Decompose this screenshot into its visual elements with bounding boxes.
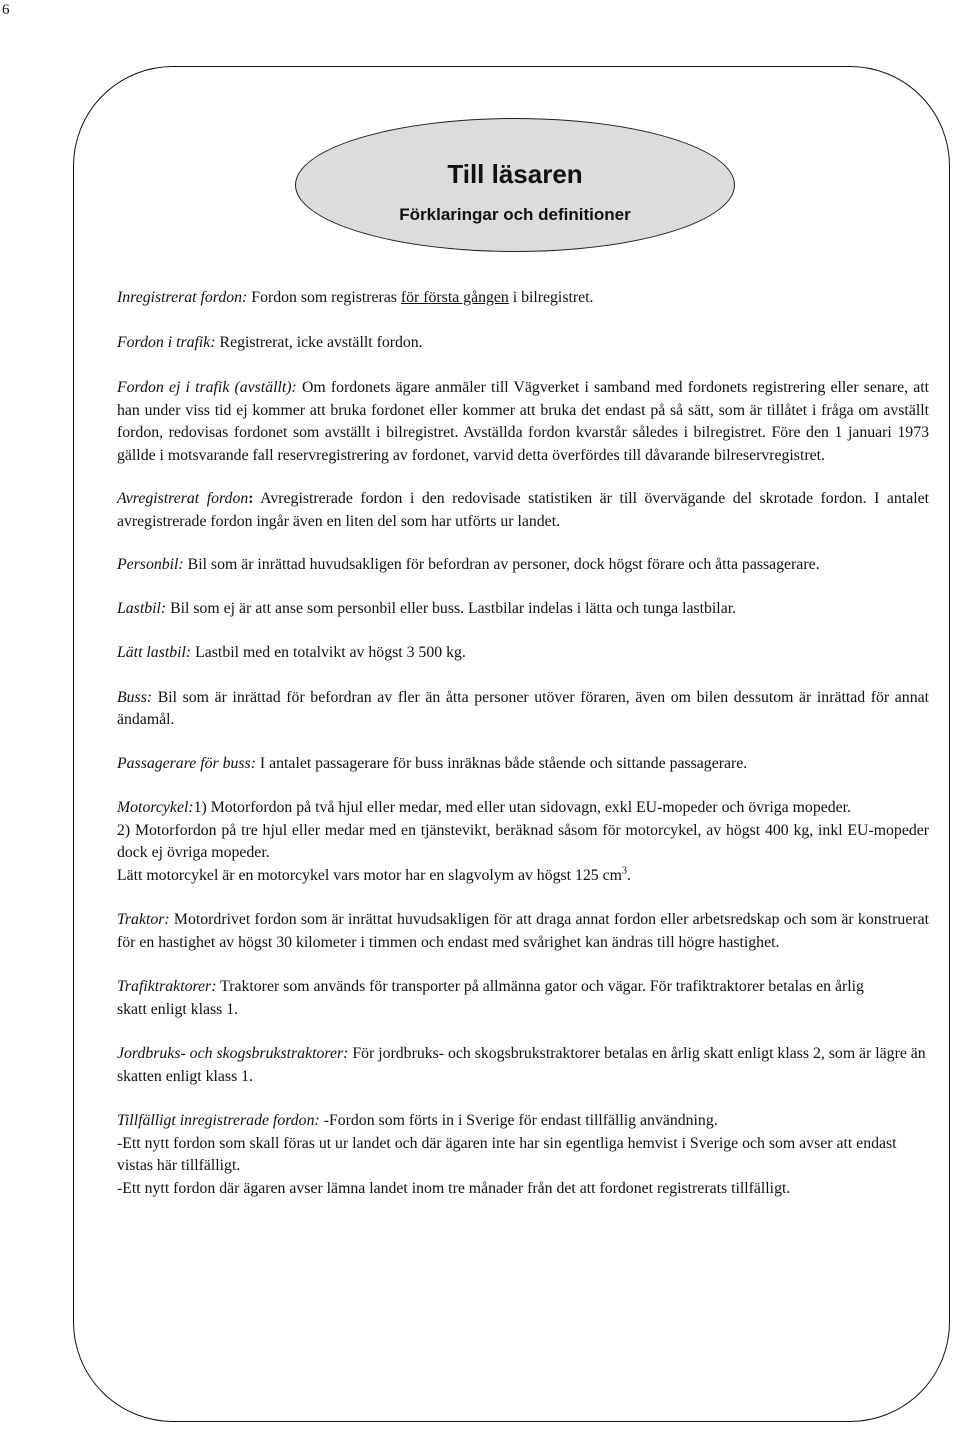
definition-personbil	[117, 554, 929, 577]
motorcykel-point-3	[117, 865, 929, 888]
definition-trafiktraktorer	[117, 976, 897, 1021]
definition-inregistrerat-fordon	[117, 287, 929, 310]
definition-fordon-ej-i-trafik	[117, 377, 929, 467]
definition-text: Bil som är inrättad huvudsakligen för befordran av personer, dock högst förare och åtta passagerare.	[183, 556, 820, 573]
definition-lastbil	[117, 598, 929, 621]
term-label: Fordon ej i trafik (avställt):	[117, 379, 297, 396]
definition-fordon-i-trafik	[117, 332, 929, 355]
definition-text: Avregistrerade fordon i den redovisade statistiken är till övervägande del skrotade fordon. I antalet avregistrerade fordon ingår även en liten del som har utförts ur landet.	[117, 490, 929, 530]
definition-tillfalligt-inregistrerade	[117, 1110, 929, 1200]
definition-traktor	[117, 909, 929, 954]
term-label: Lätt lastbil:	[117, 644, 192, 661]
definition-text: Om fordonets ägare anmäler till Vägverket i samband med fordonets registrering eller senare, att han under viss tid ej kommer att bruka fordonet eller kommer att bruka det endast på så sätt, som är tillåtet i fråga om avställt fordon, redovisas fordonet som avställt i bilregistret. Avställda fordon kvarstår således i bilregistret. Före den 1 januari 1973 gällde i motsvarande fall reservregistrering av fordonet, varvid detta överfördes till dåvarande bilreservregistret.	[117, 379, 929, 464]
page-title: Till läsaren	[447, 159, 583, 189]
definition-text: .	[626, 866, 631, 884]
page-number: 6	[2, 2, 10, 18]
tillfalligt-point-1	[117, 1110, 929, 1133]
definition-text: Registrerat, icke avställt fordon.	[215, 333, 423, 351]
definition-text: Lätt motorcykel är en motorcykel vars motor har en slagvolym av högst 125 cm	[117, 866, 622, 884]
tillfalligt-point-2	[117, 1133, 929, 1178]
definition-jordbrukstraktorer	[117, 1043, 929, 1088]
motorcykel-point-1	[117, 797, 929, 820]
page-subtitle: Förklaringar och definitioner	[399, 205, 631, 224]
underlined-text: för första gången	[400, 289, 509, 306]
motorcykel-point-2	[117, 820, 929, 865]
term-label: Passagerare för buss:	[117, 754, 256, 772]
term-label: Traktor:	[117, 911, 170, 928]
definition-text: Bil som är inrättad för befordran av fler än åtta personer utöver föraren, även om bilen dessutom är inrättad för annat ändamål.	[117, 688, 929, 728]
definition-buss	[117, 687, 929, 732]
term-label: Fordon i trafik:	[117, 333, 216, 351]
definition-text: 1) Motorfordon på två hjul eller medar, med eller utan sidovagn, exkl EU-mopeder och övriga mopeder.	[193, 799, 851, 816]
definition-text: Traktorer som används för transporter på allmänna gator och vägar. För trafiktraktorer betalas en årlig skatt enligt klass 1.	[117, 978, 864, 1018]
definition-text: -Ett nytt fordon som skall föras ut ur landet och där ägaren inte har sin egentliga hemvist i Sverige och som avser att endast vistas här tillfälligt.	[117, 1134, 897, 1174]
term-label: Lastbil:	[117, 599, 167, 617]
term-label: Jordbruks- och skogsbrukstraktorer:	[117, 1045, 349, 1062]
term-label: Avregistrerat fordon	[117, 490, 249, 507]
term-colon: :	[248, 490, 254, 507]
definition-text: Fordon som registreras	[247, 289, 401, 306]
term-label: Personbil:	[117, 556, 184, 573]
definition-text: I antalet passagerare för buss inräknas både stående och sittande passagerare.	[255, 754, 748, 772]
definitions-body	[117, 287, 929, 1200]
term-label: Inregistrerat fordon:	[117, 289, 248, 306]
definition-text: 2) Motorfordon på tre hjul eller medar med en tjänstevikt, beräknad såsom för motorcykel, av högst 400 kg, inkl EU-mopeder dock ej övriga mopeder.	[117, 821, 929, 861]
definition-latt-lastbil	[117, 642, 929, 665]
definition-motorcykel	[117, 797, 929, 887]
superscript: 3	[621, 865, 627, 877]
definition-text: -Fordon som förts in i Sverige för endast tillfällig användning.	[319, 1112, 718, 1129]
definition-avregistrerat-fordon	[117, 488, 929, 533]
term-label: Trafiktraktorer:	[117, 978, 217, 995]
title-oval	[295, 118, 735, 252]
definition-text: För jordbruks- och skogsbrukstraktorer betalas en årlig skatt enligt klass 2, som är lägre än skatten enligt klass 1.	[117, 1045, 926, 1085]
term-label: Motorcykel:	[117, 799, 194, 816]
term-label: Buss:	[117, 688, 153, 706]
definition-passagerare-for-buss	[117, 753, 929, 776]
definition-text: i bilregistret.	[508, 289, 594, 306]
definition-text: Lastbil med en totalvikt av högst 3 500 kg.	[191, 644, 466, 661]
tillfalligt-point-3	[117, 1178, 929, 1201]
definition-text: Motordrivet fordon som är inrättat huvudsakligen för att draga annat fordon eller arbetsredskap och som är konstruerat för en hastighet av högst 30 kilometer i timmen och endast med svårighet kan ändras till högre hastighet.	[117, 911, 929, 951]
definition-text: Bil som ej är att anse som personbil eller buss. Lastbilar indelas i lätta och tunga lastbilar.	[166, 599, 737, 617]
term-label: Tillfälligt inregistrerade fordon:	[117, 1112, 320, 1129]
definition-text: -Ett nytt fordon där ägaren avser lämna landet inom tre månader från det att fordonet registrerats tillfälligt.	[117, 1179, 791, 1197]
